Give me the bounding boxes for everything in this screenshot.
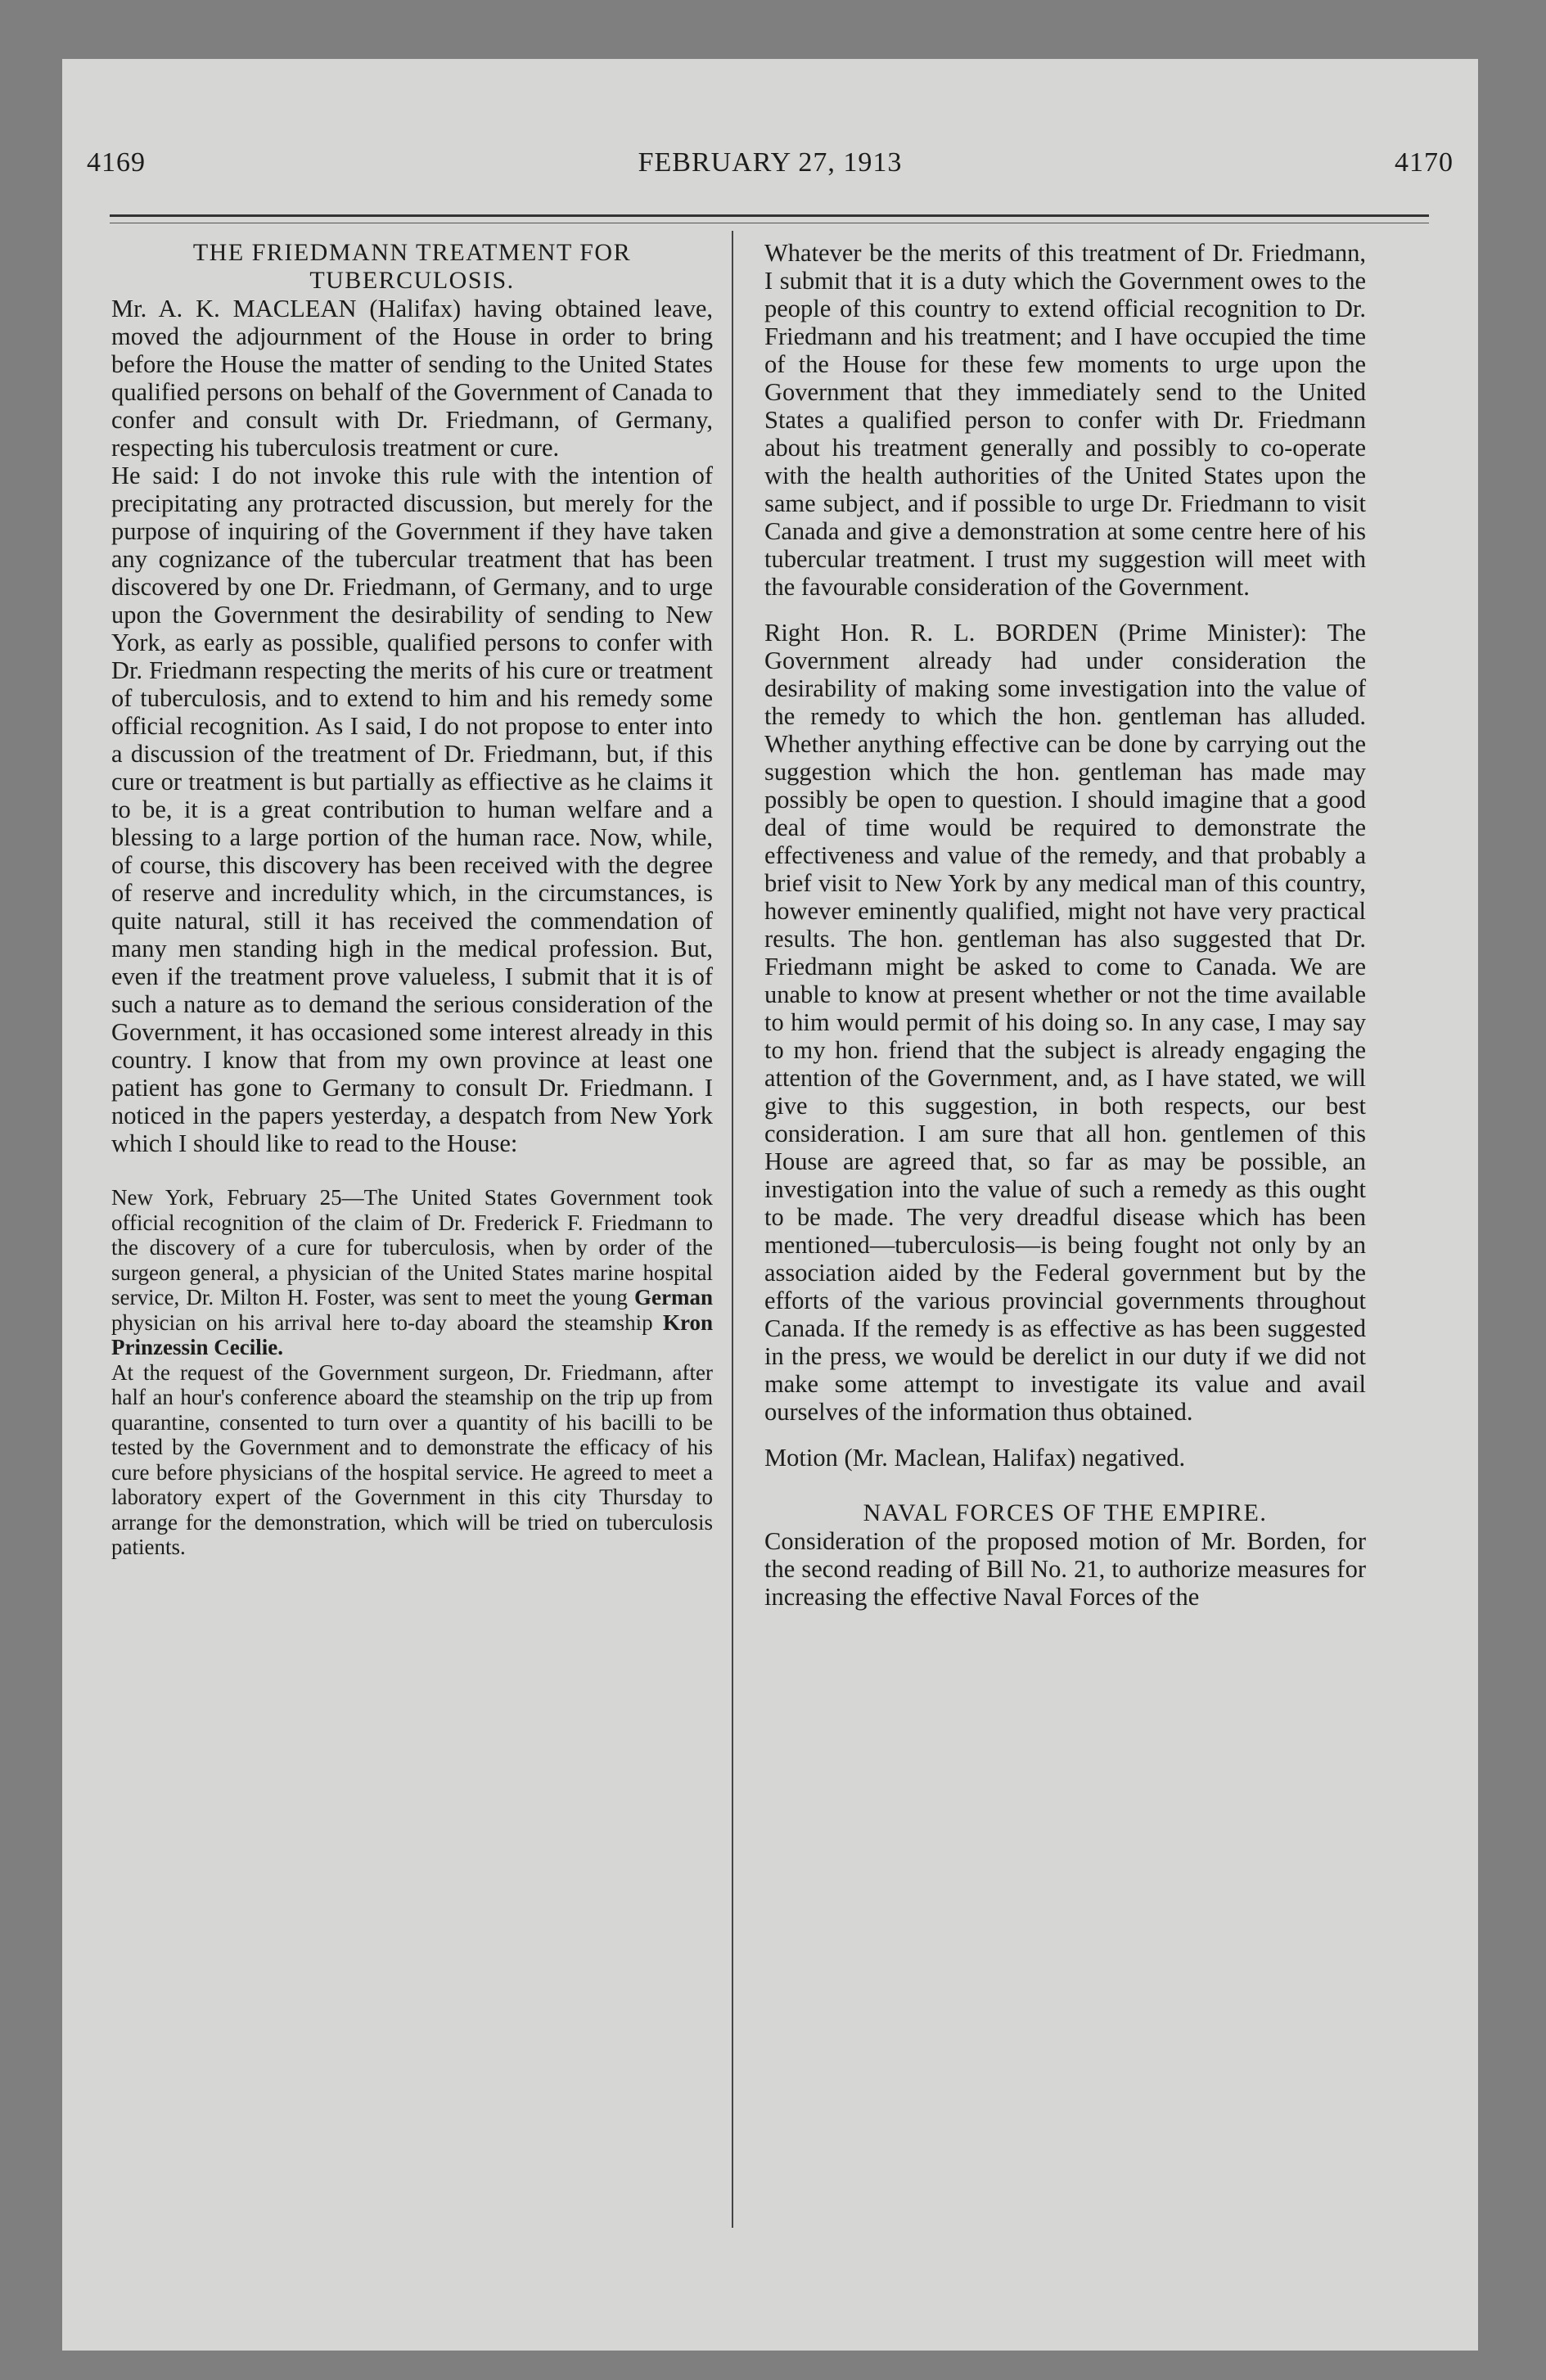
- page-number-right: 4170: [1395, 147, 1454, 178]
- spacer: [764, 1426, 1366, 1444]
- quote-text: New York, February 25—The United States Government took official recognition of the claim of Dr. Frederick F. Friedmann to the discovery of a cure for tuberculosis, when by order of the surgeon general, a physician of the United States marine hospital service, Dr. Milton H. Foster, was sent to meet the young: [111, 1185, 713, 1309]
- borden-reply-paragraph: Right Hon. R. L. BORDEN (Prime Minister): The Government already had under consideration the desirability of making some investigation into the value of the remedy to which the hon. gentleman has alluded. Whether anything effective can be done by carrying out the suggestion which the hon. gentleman has made may possibly be open to question. I should imagine that a good deal of time would be required to demonstrate the effectiveness and value of the remedy, and that probably a brief visit to New York by any medical man of this country, however eminently qualified, might not have very practical results. The hon. gentleman has also suggested that Dr. Friedmann might be asked to come to Canada. We are unable to know at present whether or not the time available to him would permit of his doing so. In any case, I may say to my hon. friend that the subject is already engaging the attention of the Government, and, as I have stated, we will give to this suggestion, in both respects, our best consideration. I am sure that all hon. gentlemen of this House are agreed that, so far as may be possible, an investigation into the value of such a remedy as this ought to be made. The very dreadful disease which has been mentioned—tuberculosis—is being fought not only by an association aided by the Federal government but by the efforts of the various provincial governments throughout Canada. If the remedy is as effective as has been suggested in the press, we would be derelict in our duty if we did not make some attempt to investigate its value and avail ourselves of the information thus obtained.: [764, 619, 1366, 1426]
- maclean-closing-paragraph: Whatever be the merits of this treatment of Dr. Friedmann, I submit that it is a duty which the Government owes to the people of this country to extend official recognition to Dr. Friedmann and his treatment; and I have occupied the time of the House for these few moments to urge upon the Government that they immediately send to the United States a qualified person to confer with Dr. Friedmann about his treatment generally and possibly to co-operate with the health authorities of the United States upon the same subject, and if possible to urge Dr. Friedmann to visit Canada and give a demonstration at some centre here of his tubercular treatment. I trust my suggestion will meet with the favourable consideration of the Government.: [764, 239, 1366, 601]
- section-heading-friedmann: THE FRIEDMANN TREATMENT FOR TUBERCULOSIS.: [192, 239, 632, 294]
- spacer: [111, 1157, 713, 1185]
- quote-bold-text: German: [634, 1285, 713, 1309]
- motion-paragraph: Mr. A. K. MACLEAN (Halifax) having obtained leave, moved the adjournment of the House in order to bring before the House the matter of sending to the United States qualified persons on behalf of the Government of Canada to confer and consult with Dr. Friedmann, of Germany, respecting his tuberculosis treatment or cure.: [111, 295, 713, 462]
- quote-text: physician on his arrival here to-day aboard the steamship: [111, 1309, 663, 1335]
- page-date: FEBRUARY 27, 1913: [638, 147, 903, 178]
- document-page: [62, 59, 1478, 2351]
- right-column: [764, 239, 1366, 1611]
- left-column: [111, 239, 713, 1560]
- steamship-name: Kron Prinzessin Cecilie.: [111, 1309, 713, 1359]
- section-heading-naval: NAVAL FORCES OF THE EMPIRE.: [863, 1499, 1268, 1526]
- spacer: [764, 1472, 1366, 1499]
- naval-paragraph: Consideration of the proposed motion of Mr. Borden, for the second reading of Bill No. 21, to authorize measures for increasing the effective Naval Forces of the: [764, 1527, 1366, 1611]
- quoted-despatch: [111, 1185, 713, 1560]
- speech-paragraph: He said: I do not invoke this rule with the intention of precipitating any protracted discussion, but merely for the purpose of inquiring of the Government if they have taken any cognizance of the tubercular treatment that has been discovered by one Dr. Friedmann, of Germany, and to urge upon the Government the desirability of sending to New York, as early as possible, qualified persons to confer with Dr. Friedmann respecting the merits of his cure or treatment of tuberculosis, and to extend to him and his remedy some official recognition. As I said, I do not propose to enter into a discussion of the treatment of Dr. Friedmann, but, if this cure or treatment is but partially as effiective as he claims it to be, it is a great contribution to human welfare and a blessing to a large portion of the human race. Now, while, of course, this discovery has been received with the degree of reserve and incredulity which, in the circumstances, is quite natural, still it has received the commendation of many men standing high in the medical profession. But, even if the treatment prove valueless, I submit that it is of such a nature as to demand the serious consideration of the Government, it has occasioned some interest already in this country. I know that from my own province at least one patient has gone to Germany to consult Dr. Friedmann. I noticed in the papers yesterday, a despatch from New York which I should like to read to the House:: [111, 462, 713, 1157]
- quote-paragraph-1: [111, 1185, 713, 1360]
- header-rule-thick: [110, 214, 1429, 217]
- page-number-left: 4169: [87, 147, 146, 178]
- motion-result: Motion (Mr. Maclean, Halifax) negatived.: [764, 1444, 1186, 1472]
- column-divider: [732, 231, 733, 2228]
- spacer: [764, 601, 1366, 619]
- quote-paragraph-2: At the request of the Government surgeon, Dr. Friedmann, after half an hour's conference aboard the steamship on the trip up from quarantine, consented to turn over a quantity of his bacilli to be tested by the Government and to demonstrate the efficacy of his cure before physicians of the hospital service. He agreed to meet a laboratory expert of the Government in this city Thursday to arrange for the demonstration, which will be tried on tuberculosis patients.: [111, 1359, 713, 1559]
